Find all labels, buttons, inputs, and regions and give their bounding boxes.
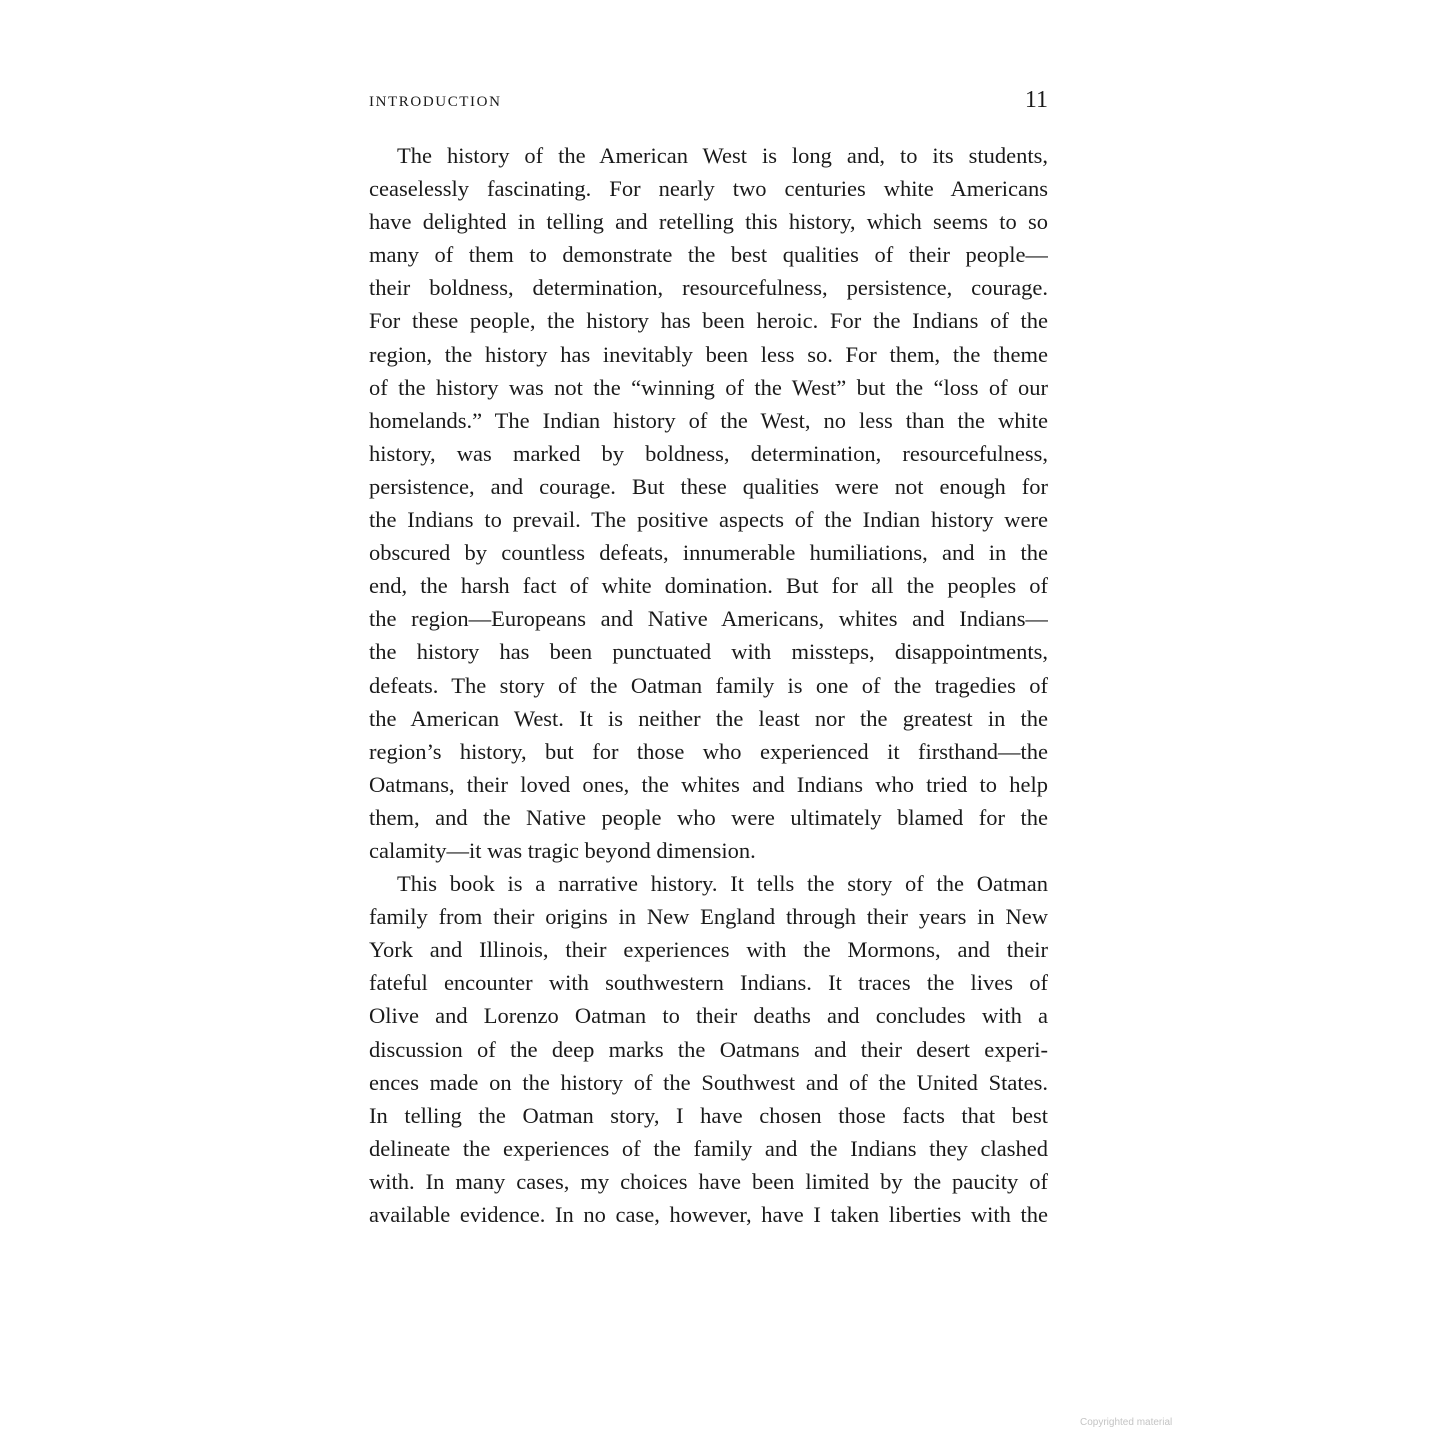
text-line: ences made on the history of the Southwest and of the United States. (369, 1069, 1048, 1095)
text-line: available evidence. In no case, however, have I taken liberties with the (369, 1202, 1048, 1227)
text-line: have delighted in telling and retelling this history, which seems to so (369, 209, 1048, 235)
text-line: of the history was not the “winning of the West” but the “loss of our (369, 374, 1048, 400)
running-head: INTRODUCTION (369, 94, 502, 110)
copyright-notice: Copyrighted material (1080, 1417, 1173, 1428)
text-line: persistence, and courage. But these qualities were not enough for (369, 473, 1048, 499)
text-line: Olive and Lorenzo Oatman to their deaths and concludes with a (369, 1003, 1048, 1029)
text-line: obscured by countless defeats, innumerable humiliations, and in the (369, 540, 1048, 566)
text-line: The history of the American West is long and, to its students, (397, 143, 1048, 168)
text-line: many of them to demonstrate the best qualities of their people— (369, 242, 1048, 268)
text-line: Oatmans, their loved ones, the whites and Indians who tried to help (369, 771, 1048, 797)
text-line: the American West. It is neither the least nor the greatest in the (369, 705, 1048, 731)
text-line: In telling the Oatman story, I have chosen those facts that best (369, 1102, 1048, 1128)
body-text (369, 139, 1048, 1231)
text-line: region, the history has inevitably been less so. For them, the theme (369, 341, 1048, 367)
text-line: This book is a narrative history. It tells the story of the Oatman (397, 871, 1048, 897)
text-line: them, and the Native people who were ultimately blamed for the (369, 804, 1048, 830)
text-line: York and Illinois, their experiences with the Mormons, and their (369, 937, 1048, 963)
paragraph-2 (369, 867, 1048, 1231)
text-line: delineate the experiences of the family and the Indians they clashed (369, 1135, 1048, 1161)
text-line: fateful encounter with southwestern Indians. It traces the lives of (369, 970, 1048, 996)
text-line: For these people, the history has been heroic. For the Indians of the (369, 308, 1048, 334)
page-header (369, 86, 1048, 118)
text-line: end, the harsh fact of white domination. But for all the peoples of (369, 573, 1048, 599)
text-line: their boldness, determination, resourcefulness, persistence, courage. (369, 275, 1048, 301)
text-line: with. In many cases, my choices have been limited by the paucity of (369, 1168, 1048, 1194)
page-number: 11 (1024, 87, 1048, 113)
text-line: history, was marked by boldness, determination, resourcefulness, (369, 440, 1048, 466)
text-line: the region—Europeans and Native Americans, whites and Indians— (369, 606, 1048, 632)
text-line: homelands.” The Indian history of the West, no less than the white (369, 407, 1048, 433)
text-line: region’s history, but for those who experienced it firsthand—the (369, 738, 1048, 764)
text-line: discussion of the deep marks the Oatmans and their desert experi- (369, 1036, 1048, 1062)
text-line: family from their origins in New England through their years in New (369, 904, 1048, 930)
text-line: calamity—it was tragic beyond dimension. (369, 837, 756, 863)
text-line: defeats. The story of the Oatman family is one of the tragedies of (369, 672, 1048, 698)
text-line: the Indians to prevail. The positive aspects of the Indian history were (369, 507, 1048, 533)
text-line: the history has been punctuated with missteps, disappointments, (369, 639, 1048, 665)
text-line: ceaselessly fascinating. For nearly two centuries white Americans (369, 176, 1048, 202)
paragraph-1 (369, 139, 1048, 867)
